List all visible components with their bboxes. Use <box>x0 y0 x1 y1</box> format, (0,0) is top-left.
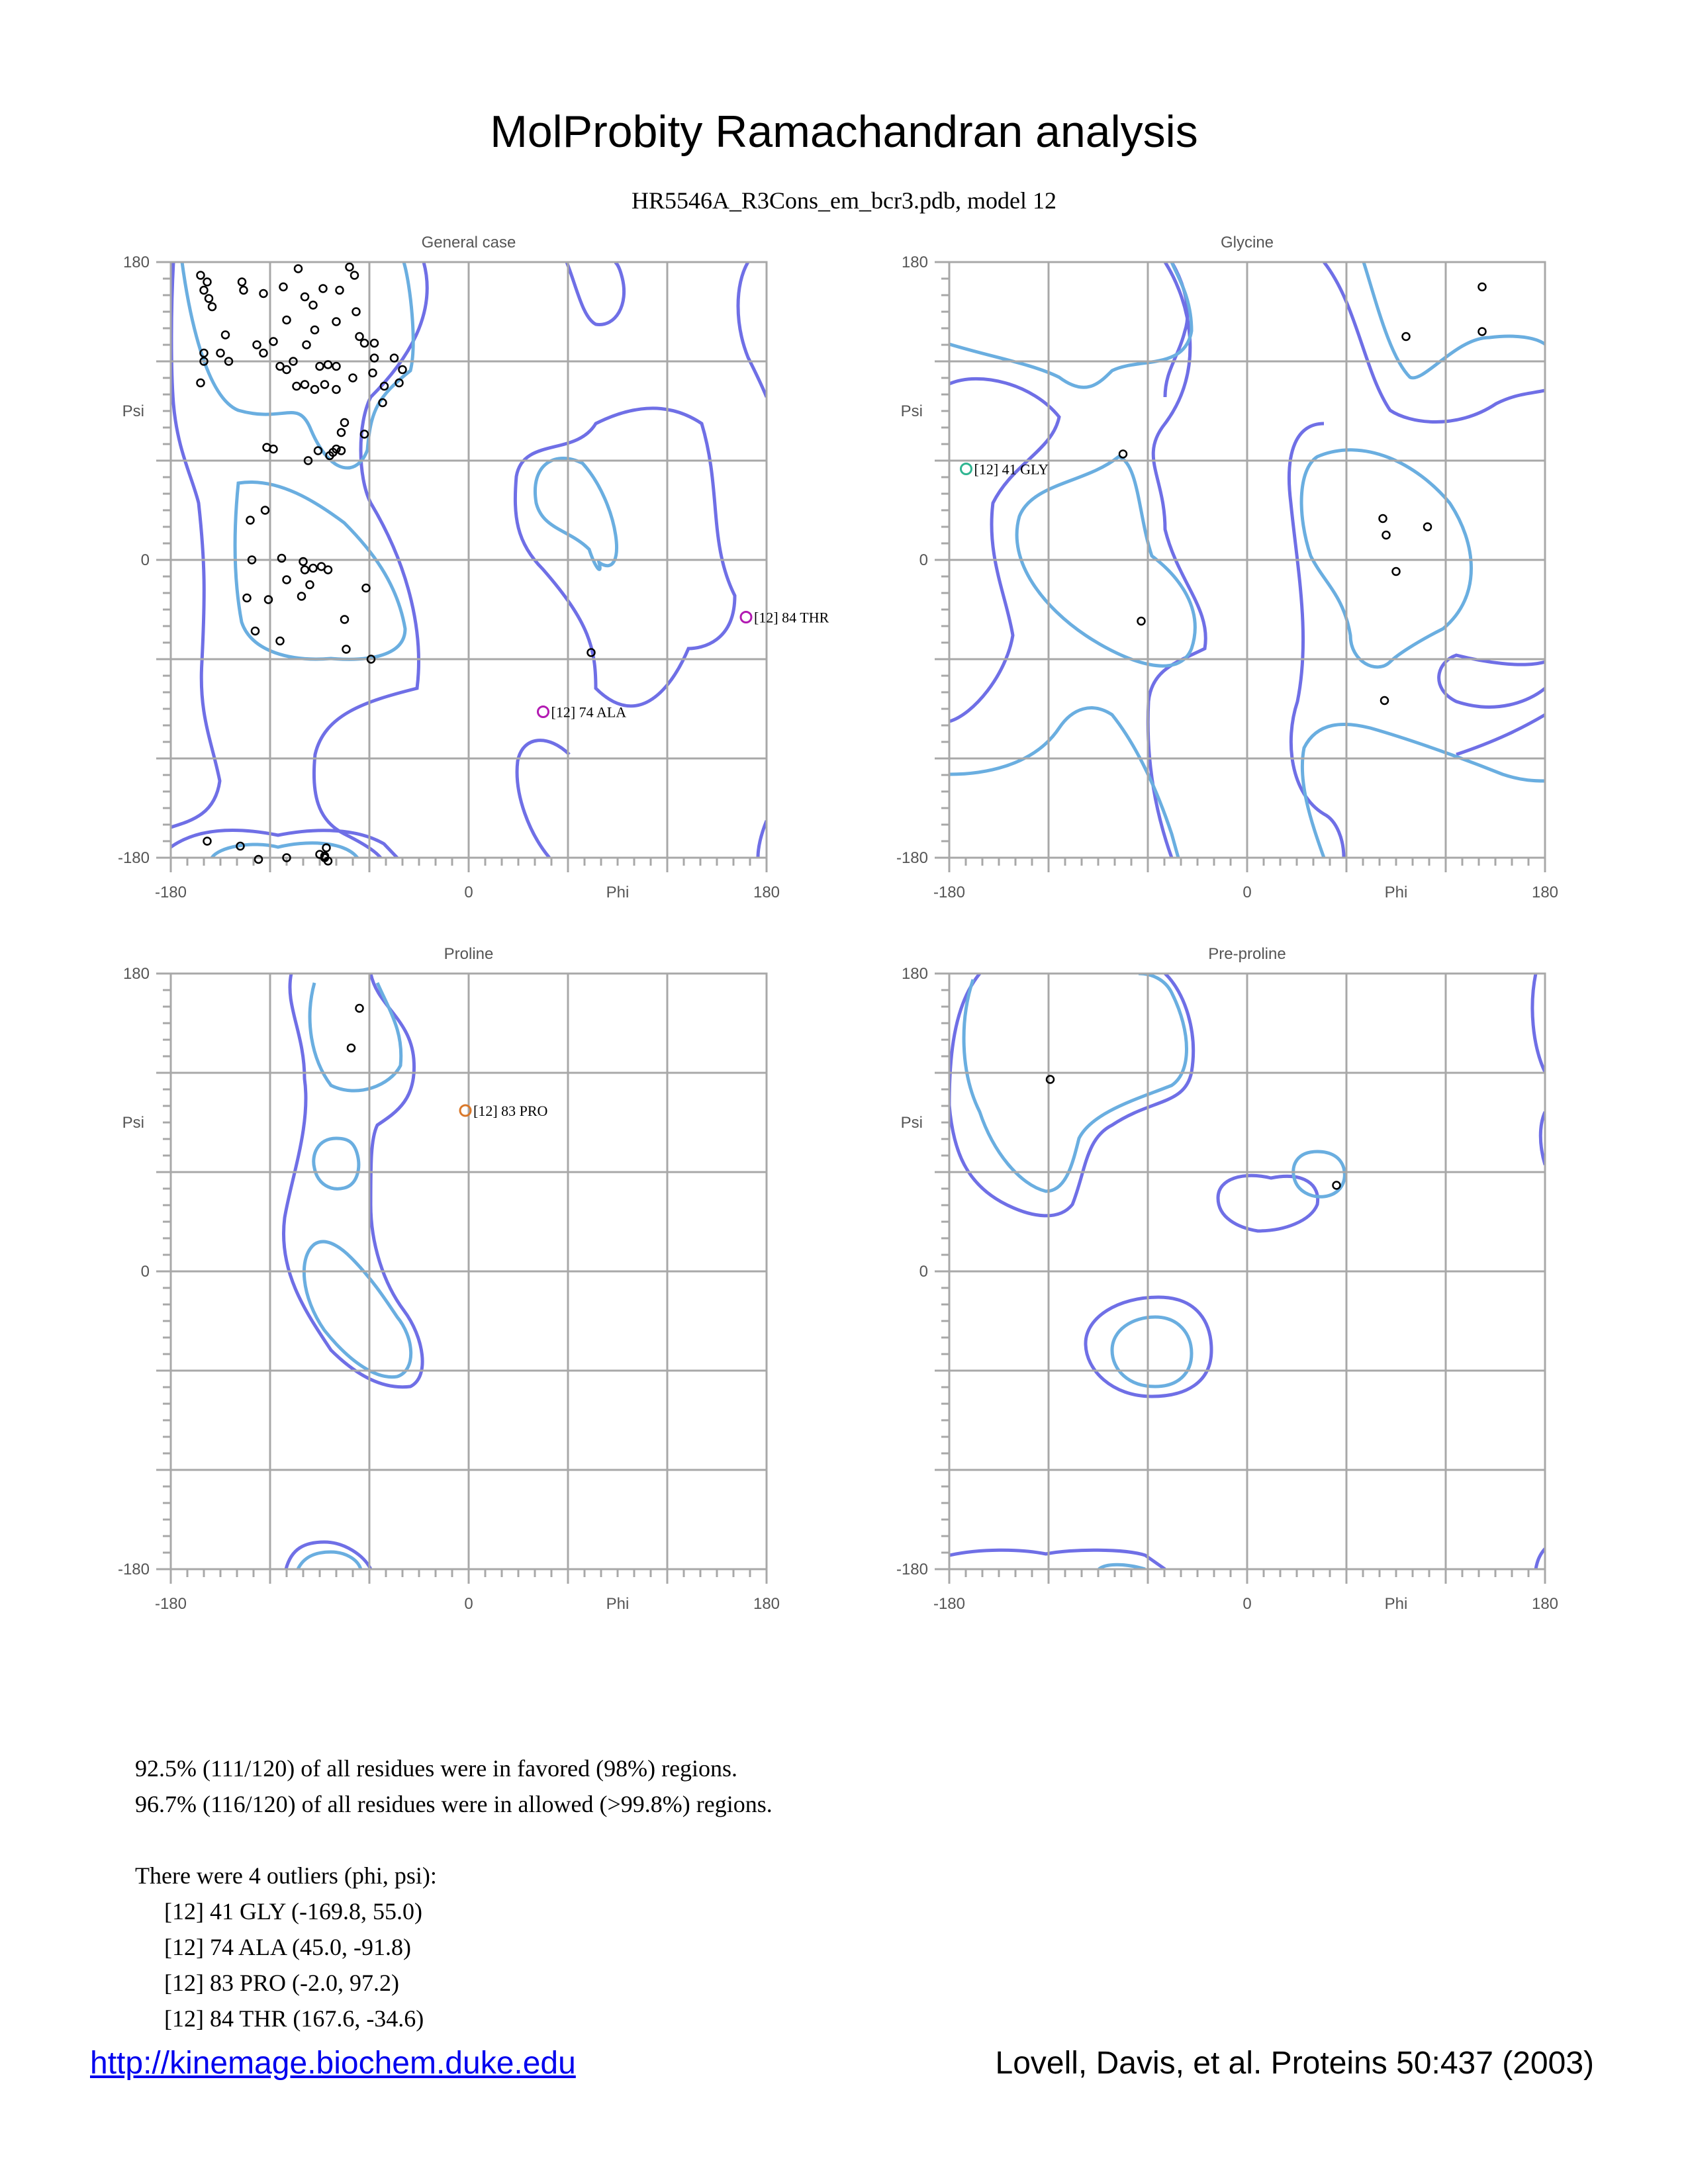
y-tick-label: -180 <box>117 1561 150 1578</box>
data-point <box>1403 333 1410 340</box>
data-point <box>1119 451 1127 458</box>
data-point <box>310 565 317 572</box>
glycine-allowed-contour <box>1324 262 1545 422</box>
data-point <box>306 581 314 588</box>
outliers-heading: There were 4 outliers (phi, psi): <box>135 1862 437 1889</box>
y-tick-label: 0 <box>140 1263 150 1281</box>
preproline-favored-contour <box>1112 1317 1192 1387</box>
panel-title: Pre-proline <box>1208 945 1286 963</box>
data-point <box>350 375 357 382</box>
x-tick-label: -180 <box>154 884 187 901</box>
proline-favored-contour <box>310 983 401 1091</box>
y-tick-label: 180 <box>122 253 150 271</box>
glycine-favored-contour <box>949 262 1192 387</box>
data-point <box>197 272 205 279</box>
y-tick-label: -180 <box>117 849 150 867</box>
x-tick-label: 0 <box>464 884 473 901</box>
x-axis-label: Phi <box>606 1595 630 1613</box>
data-point <box>1138 617 1145 625</box>
page-subtitle: HR5546A_R3Cons_em_bcr3.pdb, model 12 <box>632 187 1056 214</box>
data-point <box>333 318 340 326</box>
data-point <box>1479 283 1486 291</box>
y-tick-label: -180 <box>896 849 928 867</box>
data-point <box>399 366 406 373</box>
data-point <box>341 616 348 623</box>
panel-title: Glycine <box>1220 234 1274 251</box>
outlier-point <box>741 612 751 623</box>
data-point <box>301 381 308 388</box>
data-point <box>1380 515 1387 522</box>
data-point <box>361 340 368 347</box>
glycine-allowed-contour <box>1456 715 1545 754</box>
y-tick-label: -180 <box>896 1561 928 1578</box>
general-allowed-contour <box>171 262 220 827</box>
data-point <box>348 1044 355 1052</box>
proline-favored-contour <box>298 1552 361 1569</box>
panel-4 <box>896 945 1558 1613</box>
data-point <box>293 383 301 390</box>
allowed-summary: 96.7% (116/120) of all residues were in allowed (>99.8%) regions. <box>135 1791 773 1817</box>
kinemage-link[interactable]: http://kinemage.biochem.duke.edu <box>90 2046 576 2081</box>
outlier-label: [12] 41 GLY <box>974 461 1049 478</box>
x-tick-label: -180 <box>154 1595 187 1613</box>
data-point <box>204 279 211 286</box>
data-point <box>283 366 291 373</box>
proline-favored-contour <box>314 1138 359 1189</box>
preproline-allowed-contour <box>1536 1549 1545 1569</box>
glycine-allowed-contour <box>1439 655 1545 707</box>
summary-statistics <box>135 1751 773 2036</box>
panel-title: Proline <box>444 945 494 963</box>
data-point <box>254 341 261 349</box>
glycine-favored-contour <box>1302 724 1545 858</box>
data-point <box>320 285 327 293</box>
data-point <box>1333 1182 1340 1189</box>
outlier-label: [12] 74 ALA <box>551 704 627 721</box>
glycine-allowed-contour <box>1289 424 1344 858</box>
outlier-line: [12] 84 THR (167.6, -34.6) <box>164 2005 424 2032</box>
data-point <box>301 293 308 300</box>
glycine-allowed-contour <box>949 379 1059 721</box>
general-allowed-contour <box>738 262 767 397</box>
data-point <box>1383 531 1390 539</box>
data-point <box>311 326 318 334</box>
glycine-favored-contour <box>949 708 1178 858</box>
x-tick-label: 0 <box>1243 884 1252 901</box>
y-tick-label: 0 <box>919 1263 928 1281</box>
preproline-allowed-contour <box>1218 1175 1318 1231</box>
data-point <box>204 838 211 845</box>
x-axis-label: Phi <box>1384 1595 1408 1613</box>
preproline-allowed-contour <box>949 974 1194 1216</box>
y-axis-label: Psi <box>900 1114 923 1132</box>
general-favored-contour <box>182 262 413 468</box>
y-axis-label: Psi <box>122 1114 144 1132</box>
y-tick-label: 180 <box>901 965 928 983</box>
outlier-line: [12] 83 PRO (-2.0, 97.2) <box>164 1970 399 1996</box>
glycine-favored-contour <box>1017 457 1195 666</box>
data-point <box>333 363 340 370</box>
data-point <box>260 290 267 297</box>
y-tick-label: 180 <box>122 965 150 983</box>
y-axis-label: Psi <box>900 402 923 420</box>
general-allowed-contour <box>758 821 767 858</box>
data-point <box>1381 697 1388 704</box>
data-point <box>283 316 291 324</box>
data-point <box>247 517 254 524</box>
data-point <box>280 283 287 291</box>
data-point <box>209 303 216 310</box>
data-point <box>338 429 345 436</box>
general-allowed-contour <box>515 408 735 706</box>
data-point <box>197 379 205 387</box>
x-axis-label: Phi <box>606 884 630 901</box>
data-point <box>222 332 229 339</box>
data-point <box>240 287 248 294</box>
preproline-allowed-contour <box>1532 974 1545 1072</box>
data-point <box>295 265 302 273</box>
data-point <box>244 594 251 602</box>
data-point <box>371 340 378 347</box>
data-point <box>277 637 284 645</box>
data-point <box>303 341 310 349</box>
y-tick-label: 180 <box>901 253 928 271</box>
data-point <box>252 627 259 635</box>
outlier-point <box>538 707 549 717</box>
panel-3 <box>118 945 780 1613</box>
data-point <box>356 333 363 340</box>
data-point <box>298 593 305 600</box>
y-tick-label: 0 <box>140 551 150 569</box>
general-allowed-contour <box>567 262 624 324</box>
y-tick-label: 0 <box>919 551 928 569</box>
outlier-line: [12] 41 GLY (-169.8, 55.0) <box>164 1898 422 1925</box>
data-point <box>341 419 348 426</box>
data-point <box>343 646 350 653</box>
data-point <box>333 386 340 393</box>
data-point <box>1424 523 1431 531</box>
data-point <box>205 295 212 302</box>
data-point <box>217 349 224 357</box>
data-point <box>316 363 324 370</box>
x-tick-label: 180 <box>753 884 780 901</box>
outlier-label: [12] 83 PRO <box>473 1103 548 1119</box>
preproline-favored-contour <box>964 974 1186 1191</box>
preproline-favored-contour <box>1293 1152 1344 1197</box>
data-point <box>351 272 358 279</box>
outlier-line: [12] 74 ALA (45.0, -91.8) <box>164 1934 411 1960</box>
data-point <box>261 507 269 514</box>
x-tick-label: 180 <box>1531 1595 1559 1613</box>
data-point <box>346 263 353 271</box>
outlier-point <box>961 464 972 475</box>
data-point <box>238 279 246 286</box>
x-tick-label: 0 <box>1243 1595 1252 1613</box>
data-point <box>1393 568 1400 575</box>
x-tick-label: -180 <box>933 884 966 901</box>
favored-summary: 92.5% (111/120) of all residues were in favored (98%) regions. <box>135 1755 738 1782</box>
x-axis-label: Phi <box>1384 884 1408 901</box>
data-point <box>356 1005 363 1012</box>
data-point <box>324 567 332 574</box>
panel-title: General case <box>421 234 516 251</box>
x-tick-label: 180 <box>753 1595 780 1613</box>
x-tick-label: 180 <box>1531 884 1559 901</box>
data-point <box>301 567 308 574</box>
data-point <box>353 308 360 316</box>
proline-favored-contour <box>304 1242 410 1377</box>
citation: Lovell, Davis, et al. Proteins 50:437 (2003) <box>995 2046 1594 2081</box>
data-point <box>336 287 344 294</box>
page-title: MolProbity Ramachandran analysis <box>490 107 1198 157</box>
x-tick-label: 0 <box>464 1595 473 1613</box>
x-tick-label: -180 <box>933 1595 966 1613</box>
data-point <box>283 576 291 584</box>
data-point <box>260 349 267 357</box>
data-point <box>310 302 317 309</box>
outlier-label: [12] 84 THR <box>754 609 829 626</box>
y-axis-label: Psi <box>122 402 144 420</box>
data-point <box>321 381 328 388</box>
data-point <box>201 287 208 294</box>
data-point <box>1479 328 1486 336</box>
data-point <box>311 386 318 393</box>
general-favored-contour <box>535 459 616 570</box>
